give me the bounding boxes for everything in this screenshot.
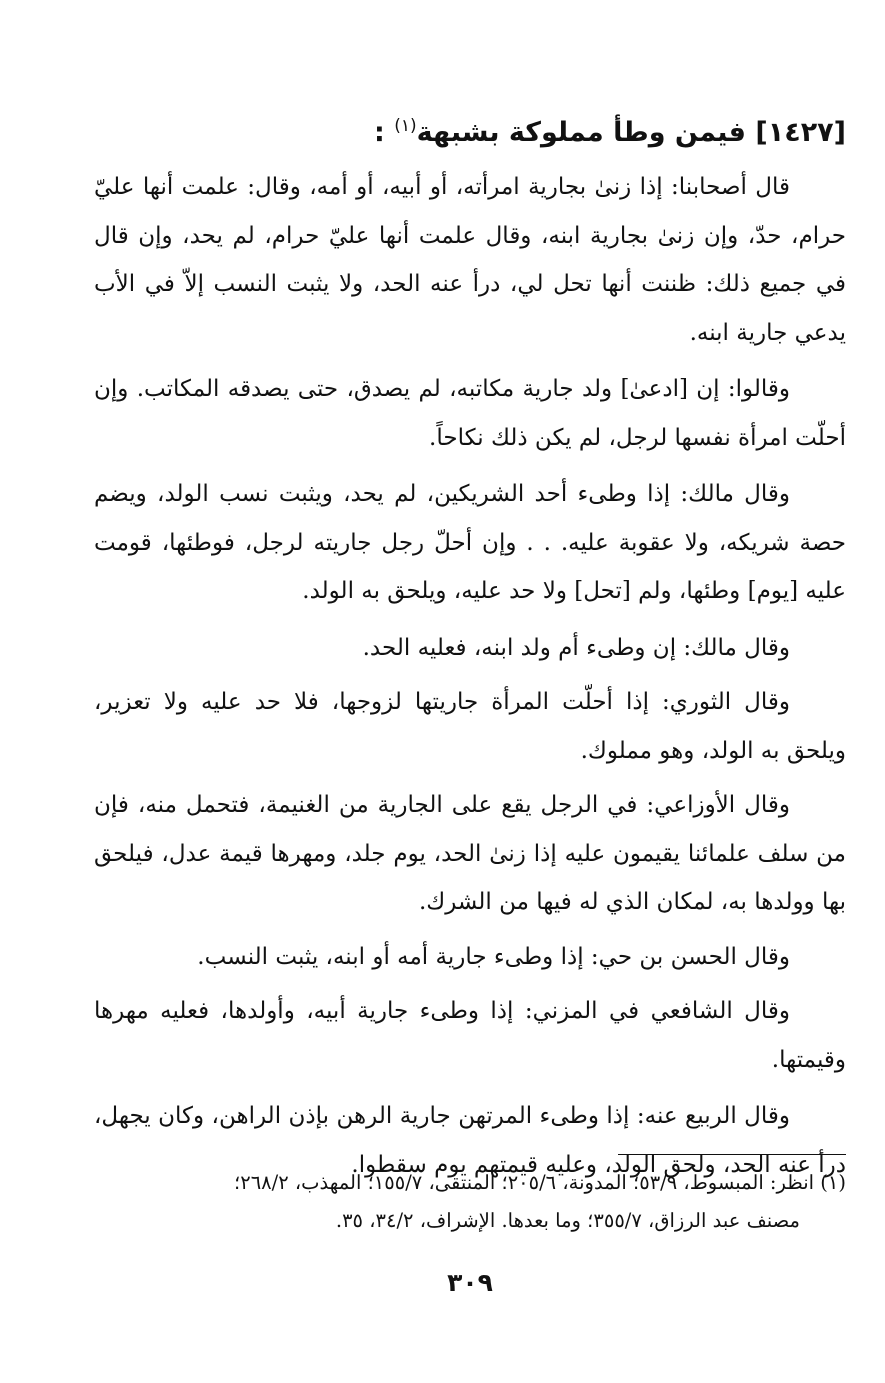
paragraph: وقال الشافعي في المزني: إذا وطىء جارية أبيه، وأولدها، فعليه مهرها وقيمتها. [94,998,846,1073]
section-number: [١٤٢٧] [755,117,846,148]
page-body [94,96,846,1297]
section-heading [94,96,846,163]
footnote-ref[interactable]: (١) [394,116,417,136]
paragraph: وقالوا: إن [ادعىٰ] ولد جارية مكاتبه، لم يصدق، حتى يصدقه المكاتب. وإن أحلّت امرأة نفسها لرجل، لم يكن ذلك نكاحاً. [94,376,846,451]
footnote-block [94,1164,846,1240]
footnote-divider [618,1154,846,1155]
section-title: فيمن وطأ مملوكة بشبهة [416,117,746,148]
paragraph: وقال الثوري: إذا أحلّت المرأة جاريتها لزوجها، فلا حد عليه ولا تعزير، ويلحق به الولد، وهو مملوك. [94,689,846,764]
footnote-line: (١) انظر: المبسوط، ٥٣/٩؛ المدونة، ٢٠٥/٦؛ المنتقى، ١٥٥/٧؛ المهذب، ٢٦٨/٢؛ [234,1171,846,1194]
paragraph: وقال الأوزاعي: في الرجل يقع على الجارية من الغنيمة، فتحمل منه، فإن من سلف علمائنا يقيمون عليه إذا زنىٰ الحد، يوم جلد، ومهرها قيمة عدل، فيلحق بها وولدها به، لمكان الذي له فيها من الشرك. [94,792,846,915]
paragraph: وقال الحسن بن حي: إذا وطىء جارية أمه أو ابنه، يثبت النسب. [197,943,790,970]
paragraph: وقال مالك: إن وطىء أم ولد ابنه، فعليه الحد. [362,634,790,661]
heading-colon: : [374,117,385,148]
page-number: ٣٠٩ [447,1268,493,1297]
paragraph: وقال مالك: إذا وطىء أحد الشريكين، لم يحد، ويثبت نسب الولد، ويضم حصة شريكه، ولا عقوبة عليه. . . وإن أحلّ رجل جاريته لرجل، فوطئها، قومت عليه [يوم] وطئها، ولم [تحل] ولا حد عليه، ويلحق به الولد. [94,481,846,604]
paragraph: وقال الربيع عنه: إذا وطىء المرتهن جارية الرهن بإذن الراهن، وكان يجهل، درأ عنه الحد، ولحق الولد، وعليه قيمتهم يوم سقطوا. [94,1103,846,1178]
paragraph: قال أصحابنا: إذا زنىٰ بجارية امرأته، أو أبيه، أو أمه، وقال: علمت أنها عليّ حرام، حدّ، وإن زنىٰ بجارية ابنه، وقال علمت أنها عليّ حرام، لم يحد، وإن قال في جميع ذلك: ظننت أنها تحل لي، درأ عنه الحد، ولا يثبت النسب إلاّ في الأب يدعي جارية ابنه. [94,174,846,346]
footnote-line: مصنف عبد الرزاق، ٣٥٥/٧؛ وما بعدها. الإشراف، ٣٤/٢، ٣٥. [335,1209,800,1232]
